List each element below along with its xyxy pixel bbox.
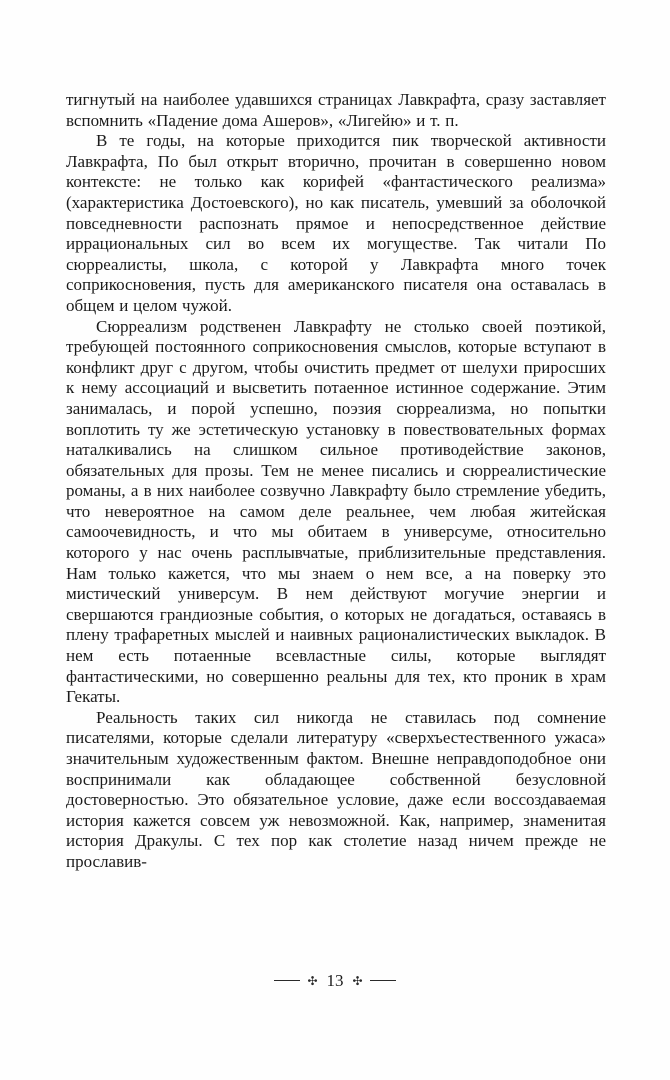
paragraph: Реальность таких сил никогда не ставилась под сомнение писателями, которые сделали литературу «сверхъестественного ужаса» значительным художественным фактом. Внешне неправдоподобное они воспринимали как обладающее собственной безусловной достоверностью. Это обязательное условие, даже если воссоздаваемая история кажется совсем уж невозможной. Как, например, знаменитая история Дракулы. С тех пор как столетие назад ничем прежде не прославив- <box>66 707 606 871</box>
page-footer <box>0 972 670 989</box>
paragraph: Сюрреализм родственен Лавкрафту не столько своей поэтикой, требующей постоянного соприкосновения смыслов, которые вступают в конфликт друг с другом, чтобы очистить предмет от шелухи приросших к нему ассоциаций и высветить потаенное истинное содержание. Этим занималась, и порой успешно, поэзия сюрреализма, но попытки воплотить ту же эстетическую установку в повествовательных формах наталкивались на слишком сильное противодействие законов, обязательных для прозы. Тем не менее писались и сюрреалистические романы, а в них наиболее созвучно Лавкрафту было стремление убедить, что невероятное на самом деле реальнее, чем любая житейская самоочевидность, и что мы обитаем в универсуме, относительно которого у нас очень расплывчатые, приблизительные представления. Нам только кажется, что мы знаем о нем все, а на поверку это мистический универсум. В нем действуют могучие энергии и свершаются грандиозные события, о которых не догадаться, оставаясь в плену трафаретных мыслей и наивных рационалистических выкладок. В нем есть потаенные всевластные силы, которые выглядят фантастическими, но совершенно реальны для тех, кто проник в храм Гекаты. <box>66 316 606 707</box>
footer-rule-right <box>370 980 396 982</box>
fleuron-icon: ✣ <box>352 973 363 988</box>
page-number: 13 <box>326 971 344 990</box>
paragraph-continuation: тигнутый на наиболее удавшихся страницах Лавкрафта, сразу заставляет вспомнить «Падение дома Ашеров», «Лигейю» и т. п. <box>66 90 606 130</box>
footer-rule-left <box>274 980 300 982</box>
body-text <box>66 90 606 873</box>
paragraph: В те годы, на которые приходится пик творческой активности Лавкрафта, По был открыт вторично, прочитан в совершенно новом контексте: не только как корифей «фантастического реализма» (характеристика Достоевского), но как писатель, умевший за оболочкой повседневности распознать прямое и непосредственное действие иррациональных сил во всем их могуществе. Так читали По сюрреалисты, школа, с которой у Лавкрафта много точек соприкосновения, пусть для американского писателя она оставалась в общем и целом чужой. <box>66 131 606 315</box>
fleuron-icon: ✣ <box>307 973 318 988</box>
